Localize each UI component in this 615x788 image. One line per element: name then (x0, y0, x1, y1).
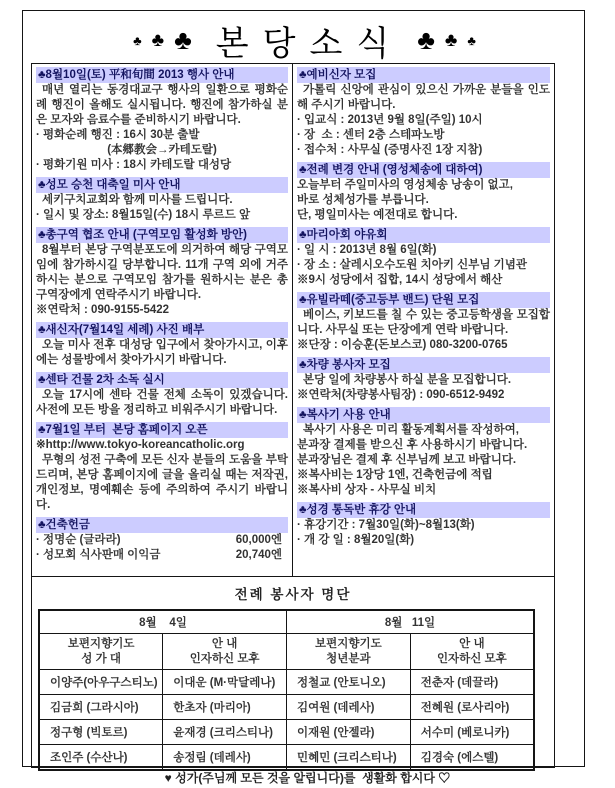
club-icon: ♣ (467, 32, 476, 48)
section-text: 오늘 17시에 센타 건물 전체 소독이 있겠습니다. 사전에 모든 방을 정리하고 비워주시기 바랍니다. (36, 389, 288, 416)
roster-date-row (39, 610, 534, 634)
section-title: ♣총구역 협조 안내 (구역모임 활성화 방안) (36, 227, 288, 243)
section-catechumen-recruit (297, 67, 550, 158)
volunteer-name: 김여원 (데레사) (287, 695, 411, 720)
section-text: 무형의 성전 구축에 모든 신자 분들의 도움을 부탁드리며, 본당 홈페이지에 글을 올리실 때는 저작권, 개인정보, 명예훼손 등에 주의하여 주시기 바랍니다. (36, 454, 288, 511)
club-icon: ♣ (444, 29, 458, 51)
volunteer-name: 이양주(아우구스티노) (39, 670, 163, 695)
section-center-disinfection (36, 372, 288, 418)
section-text: ※복사비는 1장당 1엔, 건축헌금에 적립 (297, 469, 493, 481)
section-text: 분과장님은 결제 후 신부님께 보고 바랍니다. (297, 454, 517, 466)
section-title: ♣7월1일 부터 본당 홈페이지 오픈 (36, 422, 288, 438)
roster-table (38, 609, 535, 771)
section-liturgy-change (297, 162, 550, 223)
section-text: 매년 열리는 동경대교구 행사의 일환으로 평화순례 행진이 올해도 실시됩니다. 행진에 참가하실 분은 모자와 음료수를 준비하시기 바랍니다. (36, 84, 288, 126)
section-bible-reading-break (297, 502, 550, 548)
section-text: (本郷教会→카테도랄) (107, 144, 217, 156)
section-title: ♣복사기 사용 안내 (297, 407, 550, 423)
section-text: 분과장 결제를 받으신 후 사용하시기 바랍니다. (297, 439, 528, 451)
section-title: ♣차량 봉사자 모집 (297, 357, 550, 373)
section-title: ♣마리아회 야유회 (297, 227, 550, 243)
section-text: 가톨릭 신앙에 관심이 있으신 가까운 분들을 인도해 주시기 바랍니다. (297, 84, 550, 111)
section-homepage-open (36, 422, 288, 513)
section-title: ♣건축헌금 (36, 517, 288, 533)
section-text: ※복사비 상자 - 사무실 비치 (297, 484, 437, 496)
roster-date: 8월 4일 (39, 610, 287, 634)
section-text: · 평화순례 행진 : 16시 30분 출발 (36, 129, 200, 141)
announcements-box (31, 63, 555, 577)
section-assumption-mass (36, 177, 288, 223)
section-text: · 개 강 일 : 8월20일(화) (297, 534, 415, 546)
section-title: ♣성모 승천 대축일 미사 안내 (36, 177, 288, 193)
roster-row (39, 720, 534, 745)
section-text: 단, 평일미사는 예전대로 합니다. (297, 209, 458, 221)
volunteer-name: 이대운 (M·막달레나) (163, 670, 287, 695)
section-peace-event (36, 67, 288, 173)
left-column (32, 64, 293, 576)
page-border (22, 10, 585, 767)
section-text: · 장 소 : 살레시오수도원 치아키 신부님 기념관 (297, 259, 527, 271)
volunteer-name: 김금희 (그라시아) (39, 695, 163, 720)
section-text: 8월부터 본당 구역분포도에 의거하여 해당 구역모임에 참가하시길 당부합니다. 11개 구역 외에 거주하시는 분으로 구역모임 참가를 원하시는 분은 총구역장에게 연락주시기 바랍니다. (36, 244, 288, 301)
volunteer-name: 정구형 (빅토르) (39, 720, 163, 745)
club-icon: ♣ (151, 29, 165, 51)
roster-row (39, 695, 534, 720)
donation-row (36, 533, 288, 548)
section-driver-volunteers (297, 357, 550, 403)
donation-amount: 20,740엔 (235, 549, 282, 561)
section-title: ♣새신자(7월14일 세례) 사진 배부 (36, 322, 288, 338)
roster-date: 8월 11일 (287, 610, 535, 634)
section-text: 세키구치교회와 함께 미사를 드립니다. (42, 194, 233, 206)
roster-title: 전례 봉사자 명단 (234, 587, 352, 602)
section-text: ※연락처(차량봉사팀장) : 090-6512-9492 (297, 389, 505, 401)
section-title: ♣센타 건물 2차 소독 실시 (36, 372, 288, 388)
section-text: · 일 시 : 2013년 8월 6일(화) (297, 244, 437, 256)
club-icon: ♣ (417, 24, 435, 55)
volunteer-name: 전춘자 (데끌라) (410, 670, 534, 695)
section-new-members-photos (36, 322, 288, 368)
volunteer-name: 조인주 (수산나) (39, 745, 163, 771)
section-text: 오늘부터 주일미사의 영성체송 낭송이 없고, (297, 179, 513, 191)
volunteer-name: 윤재경 (크리스티나) (163, 720, 287, 745)
volunteer-name: 한초자 (마리아) (163, 695, 287, 720)
volunteer-name: 송정림 (데레사) (163, 745, 287, 771)
volunteer-name: 정철교 (안토니오) (287, 670, 411, 695)
club-icon: ♣ (133, 32, 142, 48)
club-icon: ♣ (174, 24, 192, 55)
section-title: ♣8월10일(토) 平和旬間 2013 행사 안내 (36, 67, 288, 83)
donation-amount: 60,000엔 (235, 534, 282, 546)
section-text: · 일시 및 장소: 8월15일(수) 18시 루르드 앞 (36, 209, 251, 221)
donation-row (36, 548, 288, 563)
footer-slogan: ♥ 성가(주님께 모든 것을 알립니다)를 생활화 합시다 ♡ (164, 771, 451, 785)
volunteer-name: 민혜민 (크리스티나) (287, 745, 411, 771)
section-text: · 장 소 : 센터 2층 스테파노방 (297, 129, 445, 141)
roster-row (39, 670, 534, 695)
volunteer-name: 김경숙 (에스텔) (410, 745, 534, 771)
donor-name: · 성모회 식사판매 이익금 (36, 549, 161, 561)
roster-column-header: 안 내 인자하신 모후 (163, 634, 287, 670)
section-text: ※연락처 : 090-9155-5422 (36, 304, 170, 316)
section-maria-picnic (297, 227, 550, 288)
roster-box (31, 576, 555, 768)
section-copier-usage (297, 407, 550, 498)
section-text: 복사기 사용은 미리 활동계획서를 작성하여, (303, 424, 519, 436)
section-text: 본당 일에 차량봉사 하실 분을 모집합니다. (303, 374, 512, 386)
roster-column-header: 보편지향기도 성 가 대 (39, 634, 163, 670)
homepage-url-text: ※http://www.tokyo-koreancatholic.org (36, 439, 245, 451)
section-title: ♣유빌라떼(중고등부 밴드) 단원 모집 (297, 292, 550, 308)
volunteer-name: 서수미 (베로니카) (410, 720, 534, 745)
roster-column-header: 안 내 인자하신 모후 (410, 634, 534, 670)
roster-header-row (39, 634, 534, 670)
right-column (293, 64, 554, 576)
section-text: · 휴강기간 : 7월30일(화)~8월13(화) (297, 519, 475, 531)
section-text: · 입교식 : 2013년 9월 8일(주일) 10시 (297, 114, 483, 126)
section-text: ※단장 : 이승훈(돈보스코) 080-3200-0765 (297, 339, 508, 351)
section-text: · 접수처 : 사무실 (증명사진 1장 지참) (297, 144, 483, 156)
section-text: 오늘 미사 전후 대성당 입구에서 찾아가시고, 이후에는 성물방에서 찾아가시기 바랍니다. (36, 339, 288, 366)
volunteer-name: 전혜원 (로사리아) (410, 695, 534, 720)
volunteer-name: 이재원 (안젤라) (287, 720, 411, 745)
section-district-meeting (36, 227, 288, 318)
section-building-donation (36, 517, 288, 563)
masthead (23, 17, 586, 63)
section-title: ♣성경 통독반 휴강 안내 (297, 502, 550, 518)
roster-column-header: 보편지향기도 청년분과 (287, 634, 411, 670)
section-text: · 평화기원 미사 : 18시 카테도랄 대성당 (36, 159, 232, 171)
roster-row (39, 745, 534, 771)
section-title: ♣예비신자 모집 (297, 67, 550, 83)
section-text: ※9시 성당에서 집합, 14시 성당에서 해산 (297, 274, 503, 286)
donor-name: · 정명순 (글라라) (36, 534, 121, 546)
section-text: 바로 성체성가를 부릅니다. (297, 194, 429, 206)
section-title: ♣전례 변경 안내 (영성체송에 대하여) (297, 162, 550, 178)
page-title: 본당소식 (215, 25, 404, 63)
section-jubilate-band (297, 292, 550, 353)
section-text: 베이스, 키보드를 칠 수 있는 중고등학생을 모집합니다. 사무실 또는 단장에게 연락 바랍니다. (297, 309, 550, 336)
